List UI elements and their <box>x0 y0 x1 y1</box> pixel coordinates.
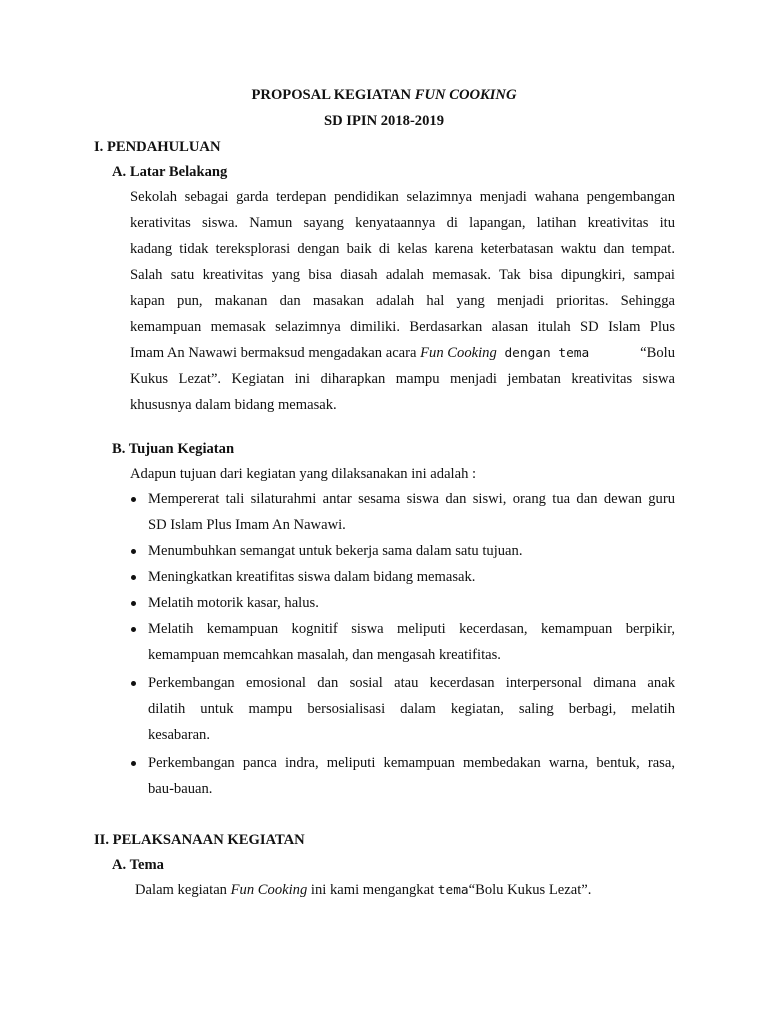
text-run-mono: dengan tema <box>496 346 590 361</box>
paragraph-line: kadang tidak tereksplorasi dengan baik di kelas karena keterbatasan waktu dan tempat. <box>130 241 675 257</box>
bullet-icon <box>131 627 136 632</box>
paragraph-line: Kukus Lezat”. Kegiatan ini diharapkan mampu menjadi jembatan kreativitas siswa <box>130 371 675 387</box>
list-item-line: Meningkatkan kreatifitas siswa dalam bidang memasak. <box>148 569 476 585</box>
bullet-icon <box>131 681 136 686</box>
list-item-line: dilatih untuk mampu bersosialisasi dalam kegiatan, saling berbagi, melatih <box>148 701 675 717</box>
bullet-icon <box>131 575 136 580</box>
list-item-line: Perkembangan emosional dan sosial atau kecerdasan interpersonal dimana anak <box>148 675 675 691</box>
list-item-line: kesabaran. <box>148 727 210 743</box>
text-run: “Bolu <box>640 345 675 361</box>
bullet-icon <box>131 601 136 606</box>
tujuan-intro: Adapun tujuan dari kegiatan yang dilaksanakan ini adalah : <box>130 466 477 482</box>
document-subtitle: SD IPIN 2018-2019 <box>324 113 444 129</box>
section-heading-pelaksanaan: II. PELAKSANAAN KEGIATAN <box>94 832 305 848</box>
text-run-mono: tema <box>437 883 469 898</box>
list-item-line: Melatih motorik kasar, halus. <box>148 595 319 611</box>
text-run: Dalam kegiatan <box>135 882 231 898</box>
text-run: Imam An Nawawi bermaksud mengadakan acara <box>130 345 421 361</box>
list-item-line: bau-bauan. <box>148 781 213 797</box>
list-item-line: Menumbuhkan semangat untuk bekerja sama dalam satu tujuan. <box>148 543 523 559</box>
list-item-line: Perkembangan panca indra, meliputi kemampuan membedakan warna, bentuk, rasa, <box>148 755 675 771</box>
text-run-italic: Fun Cooking <box>420 345 497 361</box>
bullet-icon <box>131 549 136 554</box>
paragraph-line: Sekolah sebagai garda terdepan pendidikan selazimnya menjadi wahana pengembangan <box>130 189 675 205</box>
document-title <box>0 87 768 104</box>
list-item-line: SD Islam Plus Imam An Nawawi. <box>148 517 346 533</box>
text-run: ini kami mengangkat <box>307 882 438 898</box>
title-italic: FUN COOKING <box>414 87 517 103</box>
text-run-italic: Fun Cooking <box>230 882 308 898</box>
subsection-heading-tema: A. Tema <box>112 857 164 873</box>
list-item-line: Melatih kemampuan kognitif siswa meliputi kecerdasan, kemampuan berpikir, <box>148 621 675 637</box>
paragraph-line: Salah satu kreativitas yang bisa diasah adalah memasak. Tak bisa dipungkiri, sampai <box>130 267 675 283</box>
tema-paragraph <box>135 882 591 899</box>
paragraph-line-mixed <box>130 345 675 362</box>
list-item-line: kemampuan memcahkan masalah, dan mengasah kreatifitas. <box>148 647 501 663</box>
title-plain: PROPOSAL KEGIATAN <box>251 87 415 103</box>
list-item-line: Mempererat tali silaturahmi antar sesama siswa dan siswi, orang tua dan dewan guru <box>148 491 675 507</box>
bullet-icon <box>131 497 136 502</box>
paragraph-line: kapan pun, makanan dan masakan adalah hal yang menjadi prioritas. Sehingga <box>130 293 675 309</box>
subsection-heading-latar-belakang: A. Latar Belakang <box>112 164 228 180</box>
paragraph-line: khususnya dalam bidang memasak. <box>130 397 337 413</box>
section-heading-pendahuluan: I. PENDAHULUAN <box>94 139 221 155</box>
paragraph-line: kemampuan memasak selazimnya dimiliki. Berdasarkan alasan itulah SD Islam Plus <box>130 319 675 335</box>
paragraph-line: kerativitas siswa. Namun sayang kenyataannya di lapangan, latihan kreativitas itu <box>130 215 675 231</box>
bullet-icon <box>131 761 136 766</box>
subsection-heading-tujuan-kegiatan: B. Tujuan Kegiatan <box>112 441 235 457</box>
text-run: “Bolu Kukus Lezat”. <box>468 882 592 898</box>
